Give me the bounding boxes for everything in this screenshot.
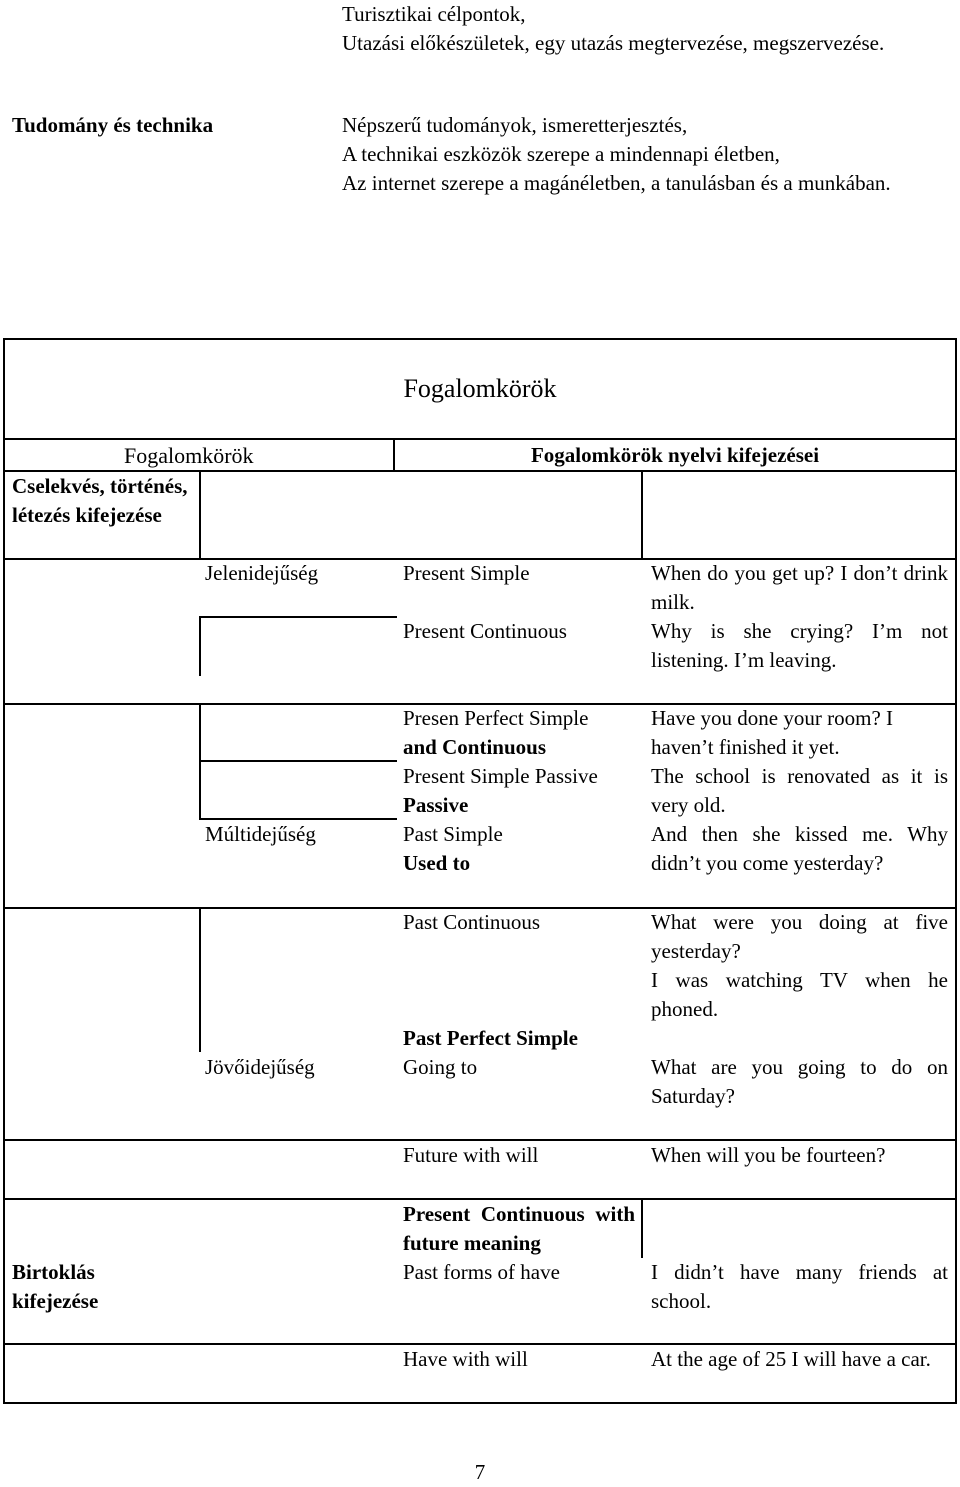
example-passive: The school is renovated as it is very old.	[651, 764, 948, 817]
section-action-label: Cselekvés, történés, létezés kifejezése	[12, 474, 188, 527]
example-present-perfect: Have you done your room? I haven’t finished it yet.	[651, 706, 894, 759]
form-present-perfect: Presen Perfect Simple and Continuous	[403, 706, 589, 759]
topic-line: A technikai eszközök szerepe a mindennapi életben,	[342, 142, 780, 166]
example-past-have: I didn’t have many friends at school.	[651, 1260, 948, 1313]
category-past: Múltidejűség	[205, 822, 316, 846]
form-past-continuous: Past Continuous	[403, 910, 541, 934]
form-present-simple: Present Simple	[403, 561, 530, 585]
form-have-will: Have with will	[403, 1347, 528, 1371]
form-past-simple: Past Simple Used to	[403, 822, 503, 875]
page-number: 7	[474, 1460, 486, 1484]
form-going-to: Going to	[403, 1055, 478, 1079]
topic-line: Turisztikai célpontok,	[342, 2, 526, 26]
topic-travel-text	[342, 0, 948, 58]
example-future-will: When will you be fourteen?	[651, 1143, 886, 1167]
column-header-concepts: Fogalomkörök	[124, 443, 254, 468]
form-passive: Present Simple Passive Passive	[403, 764, 598, 817]
example-have-will: At the age of 25 I will have a car.	[651, 1347, 931, 1371]
topic-line: Az internet szerepe a magánéletben, a tanulásban és a munkában.	[342, 171, 891, 195]
topic-line: Utazási előkészületek, egy utazás megtervezése, megszervezése.	[342, 31, 885, 55]
example-present-simple: When do you get up? I don’t drink milk.	[651, 561, 948, 614]
example-going-to: What are you going to do on Saturday?	[651, 1055, 948, 1108]
topic-line: Népszerű tudományok, ismeretterjesztés,	[342, 113, 688, 137]
topic-science-text	[342, 111, 948, 198]
example-past-simple: And then she kissed me. Why didn’t you come yesterday?	[651, 822, 948, 875]
category-future: Jövőidejűség	[205, 1055, 315, 1079]
form-past-have: Past forms of have	[403, 1260, 560, 1284]
column-header-expressions: Fogalomkörök nyelvi kifejezései	[530, 443, 820, 467]
topic-category-science: Tudomány és technika	[12, 113, 214, 137]
form-present-continuous: Present Continuous	[403, 619, 567, 643]
section-possession-label: Birtoklás kifejezése	[12, 1260, 99, 1313]
example-present-continuous: Why is she crying? I’m not listening. I’m leaving.	[651, 619, 948, 672]
form-future-will: Future with will	[403, 1143, 539, 1167]
form-past-perfect: Past Perfect Simple	[403, 1026, 578, 1050]
table-title: Fogalomkörök	[403, 374, 557, 403]
category-present: Jelenidejűség	[205, 561, 319, 585]
example-past-continuous: What were you doing at five yesterday? I was watching TV when he phoned.	[651, 910, 948, 1021]
form-present-continuous-future: Present Continuous with future meaning	[403, 1202, 635, 1255]
